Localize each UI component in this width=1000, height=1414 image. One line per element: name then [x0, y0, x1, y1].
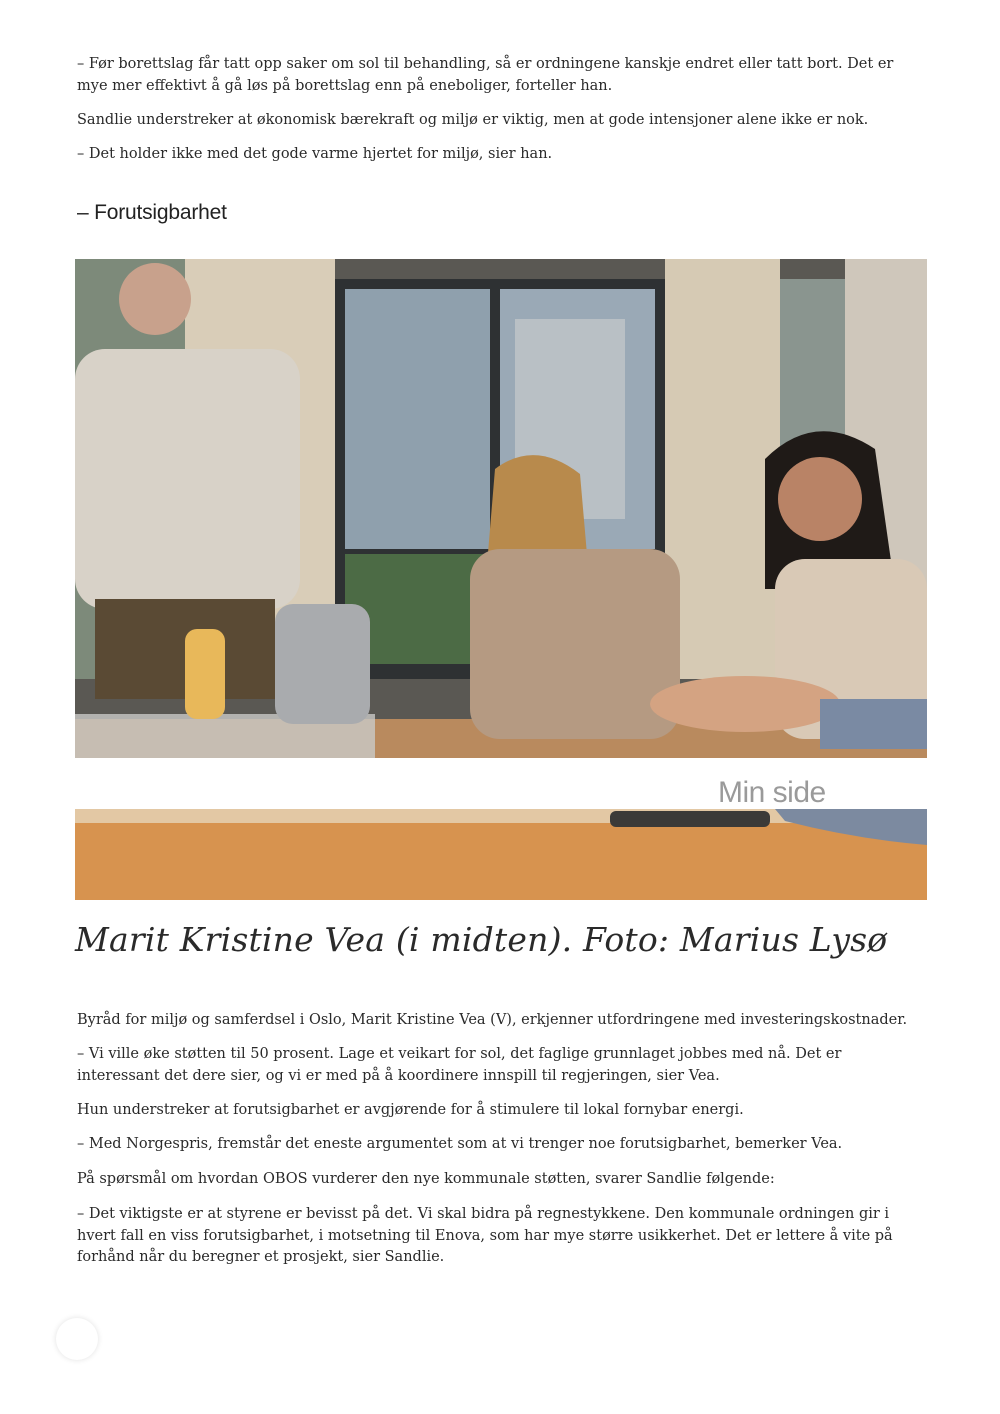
photo-illustration — [75, 259, 927, 758]
article-photo — [75, 259, 927, 758]
article-paragraph: Byråd for miljø og samferdsel i Oslo, Marit Kristine Vea (V), erkjenner utfordringene med investeringskostnader. — [77, 1012, 908, 1028]
watermark-text: Min side — [718, 776, 826, 809]
photo-caption: Marit Kristine Vea (i midten). Foto: Marius Lysø — [75, 920, 888, 959]
article-paragraph: Sandlie understreker at økonomisk bærekraft og miljø er viktig, men at gode intensjoner alene ikke er nok. — [77, 112, 869, 128]
article-paragraph: Hun understreker at forutsigbarhet er avgjørende for å stimulere til lokal fornybar energi. — [77, 1102, 744, 1118]
article-paragraph: – Det holder ikke med det gode varme hjertet for miljø, sier han. — [77, 146, 553, 162]
article-paragraph: – Før borettslag får tatt opp saker om sol til behandling, så er ordningene kanskje endret eller tatt bort. Det er mye mer effektivt å gå løs på borettslag enn på eneboliger, forteller han. — [77, 56, 894, 94]
article-paragraph: – Vi ville øke støtten til 50 prosent. Lage et veikart for sol, det faglige grunnlaget jobbes med nå. Det er interessant det dere sier, og vi er med på å koordinere innspill til regjeringen, sier Vea. — [77, 1046, 842, 1084]
article-paragraph: – Med Norgespris, fremstår det eneste argumentet som at vi trenger noe forutsigbarhet, bemerker Vea. — [77, 1136, 843, 1152]
article-photo-lower — [75, 809, 927, 900]
section-subheading: – Forutsigbarhet — [77, 201, 227, 224]
article-paragraph: På spørsmål om hvordan OBOS vurderer den nye kommunale støtten, svarer Sandlie følgende: — [77, 1171, 775, 1187]
photo-illustration-lower — [75, 809, 927, 900]
article-paragraph: – Det viktigste er at styrene er bevisst på det. Vi skal bidra på regnestykkene. Den kommunale ordningen gir i hvert fall en viss forutsigbarhet, i motsetning til Enova, som har mye større usikkerhet. Det er lettere å vite på forhånd når du beregner et prosjekt, sier Sandlie. — [77, 1206, 893, 1265]
floating-button-icon[interactable] — [56, 1318, 98, 1360]
